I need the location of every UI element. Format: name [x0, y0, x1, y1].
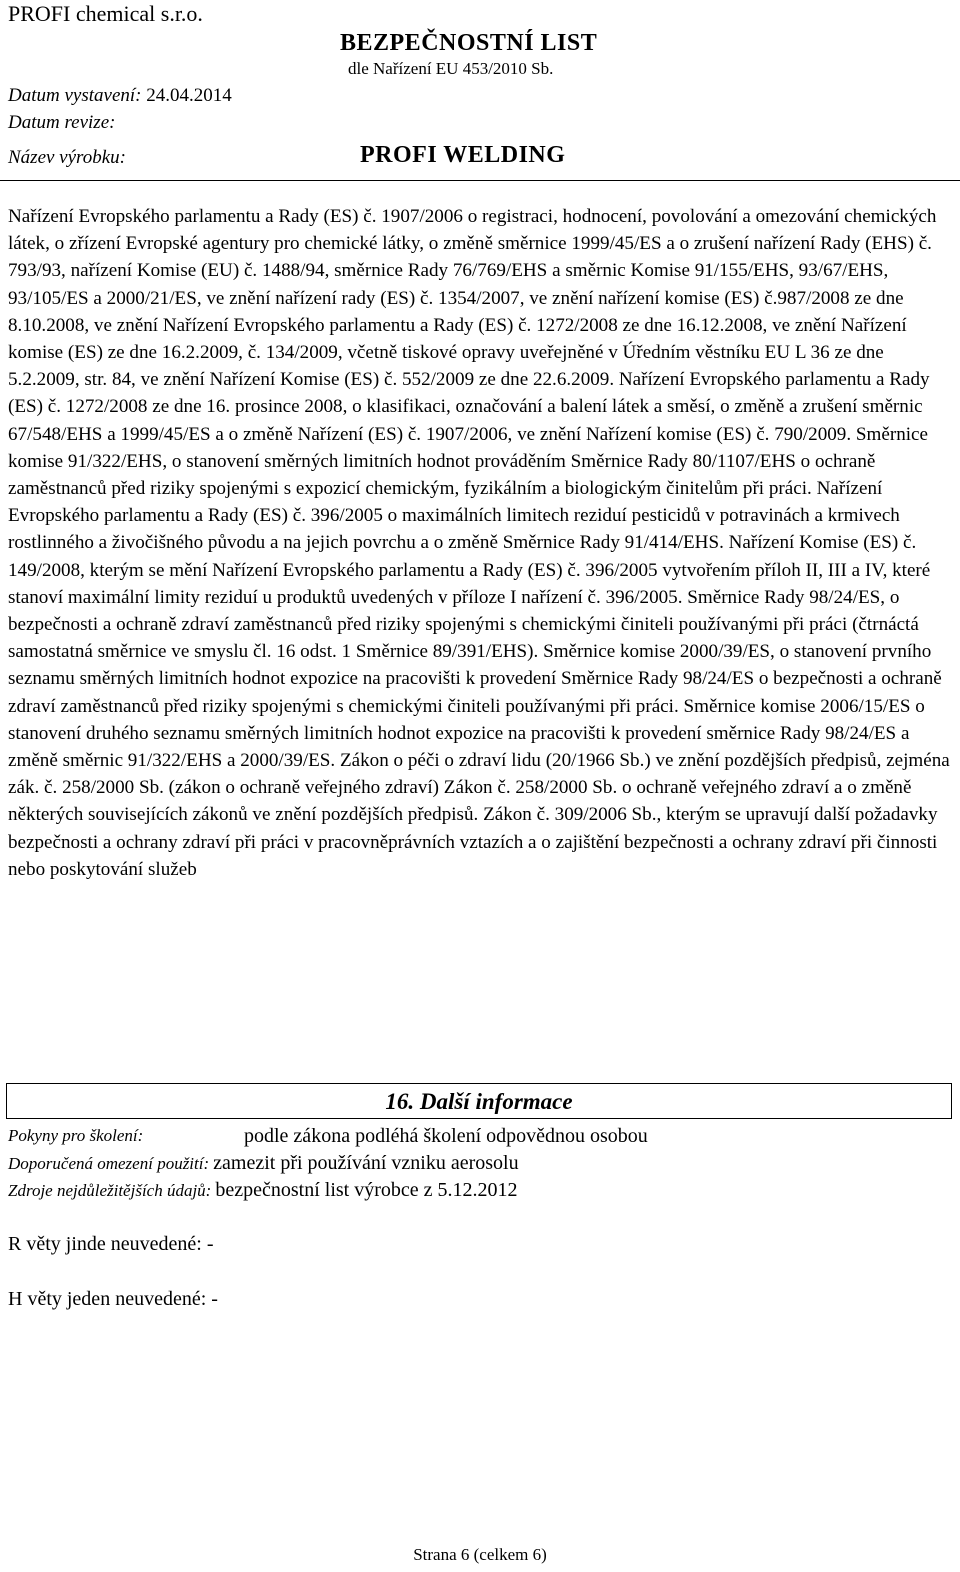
data-sources-row — [8, 1177, 518, 1205]
data-sources-value: bezpečnostní list výrobce z 5.12.2012 — [215, 1179, 518, 1201]
company-name: PROFI chemical s.r.o. — [8, 1, 203, 26]
data-sources-label: Zdroje nejdůležitějších údajů: — [8, 1181, 212, 1200]
issue-date-value: 24.04.2014 — [146, 85, 232, 106]
use-restriction-row — [8, 1150, 519, 1178]
training-row — [8, 1123, 648, 1150]
issue-date-row — [8, 84, 232, 108]
revision-date-label: Datum revize: — [8, 112, 116, 133]
issue-date-label: Datum vystavení: — [8, 85, 142, 106]
regulation-reference: dle Nařízení EU 453/2010 Sb. — [348, 59, 554, 78]
page-number: Strana 6 (celkem 6) — [413, 1545, 547, 1564]
use-restriction-value: zamezit při používání vzniku aerosolu — [213, 1152, 519, 1174]
training-label: Pokyny pro školení: — [8, 1126, 144, 1145]
document-title: BEZPEČNOSTNÍ LIST — [340, 30, 598, 56]
use-restriction-label: Doporučená omezení použití: — [8, 1154, 210, 1173]
product-name-label: Název výrobku: — [8, 147, 126, 168]
h-phrases-line: H věty jeden neuvedené: - — [8, 1288, 218, 1310]
section-16-heading-box — [6, 1083, 952, 1119]
training-value: podle zákona podléhá školení odpovědnou osobou — [244, 1125, 648, 1147]
product-name: PROFI WELDING — [360, 142, 566, 168]
r-phrases-line: R věty jinde neuvedené: - — [8, 1233, 214, 1255]
section-16-title: 16. Další informace — [385, 1089, 573, 1114]
header-divider — [0, 180, 960, 181]
legislation-paragraph: Nařízení Evropského parlamentu a Rady (ES) č. 1907/2006 o registraci, hodnocení, povolování a omezování chemických látek, o zřízení Evropské agentury pro chemické látky, o změně směrnice 1999/45/ES a o zrušení nařízení Rady (EHS) č. 793/93, nařízení Komise (EU) č. 1488/94, směrnice Rady 76/769/EHS a směrnic Komise 91/155/EHS, 93/67/EHS, 93/105/ES a 2000/21/ES, ve znění nařízení rady (ES) č. 1354/2007, ve znění nařízení komise (ES) č.987/2008 ze dne 8.10.2008, ve znění Nařízení Evropského parlamentu a Rady (ES) č. 1272/2008 ze dne 16.12.2008, ve znění Nařízení komise (ES) ze dne 16.2.2009, č. 134/2009, včetně tiskové opravy uveřejněné v Úředním věstníku EU L 36 ze dne 5.2.2009, str. 84, ve znění Nařízení Komise (ES) č. 552/2009 ze dne 22.6.2009. Nařízení Evropského parlamentu a Rady (ES) č. 1272/2008 ze dne 16. prosince 2008, o klasifikaci, označování a balení látek a směsí, o změně a zrušení směrnic 67/548/EHS a 1999/45/ES a o změně Nařízení (ES) č. 1907/2006, ve znění Nařízení komise (ES) č. 790/2009. Směrnice komise 91/322/EHS, o stanovení směrných limitních hodnot prováděním Směrnice Rady 80/1107/EHS o ochraně zaměstnanců před riziky spojenými s expozicí chemickým, fyzikálním a biologickým činitelům při práci. Nařízení Evropského parlamentu a Rady (ES) č. 396/2005 o maximálních limitech reziduí pesticidů v potravinách a krmivech rostlinného a živočišného původu a na jejich povrchu a o změně Směrnice Rady 91/414/EHS. Nařízení Komise (ES) č. 149/2008, kterým se mění Nařízení Evropského parlamentu a Rady (ES) č. 396/2005 vytvořením příloh II, III a IV, které stanoví maximální limity reziduí u produktů uvedených v příloze I nařízení č. 396/2005. Směrnice Rady 98/24/ES, o bezpečnosti a ochraně zdraví zaměstnanců před riziky spojenými s chemickými činiteli používanými při práci (čtrnáctá samostatná směrnice ve smyslu čl. 16 odst. 1 Směrnice 89/391/EHS). Směrnice komise 2000/39/ES, o stanovení prvního seznamu směrných limitních hodnot expozice na pracovišti k provedení Směrnice Rady 98/24/ES o bezpečnosti a ochraně zdraví zaměstnanců před riziky spojenými s chemickými činiteli používanými při práci. Směrnice komise 2006/15/ES o stanovení druhého seznamu směrných limitních hodnot expozice na pracovišti k provedení směrnice Rady 98/24/ES a změně směrnic 91/322/EHS a 2000/39/ES. Zákon o péči o zdraví lidu (20/1966 Sb.) ve znění pozdějších předpisů, zejména zák. č. 258/2000 Sb. (zákon o ochraně veřejného zdraví) Zákon č. 258/2000 Sb. o ochraně veřejného zdraví a o změně některých souvisejících zákonů ve znění pozdějších předpisů. Zákon č. 309/2006 Sb., kterým se upravují další požadavky bezpečnosti a ochrany zdraví při práci v pracovněprávních vztazích a o zajištění bezpečnosti a ochrany zdraví při činnosti nebo poskytování služeb — [8, 206, 950, 880]
